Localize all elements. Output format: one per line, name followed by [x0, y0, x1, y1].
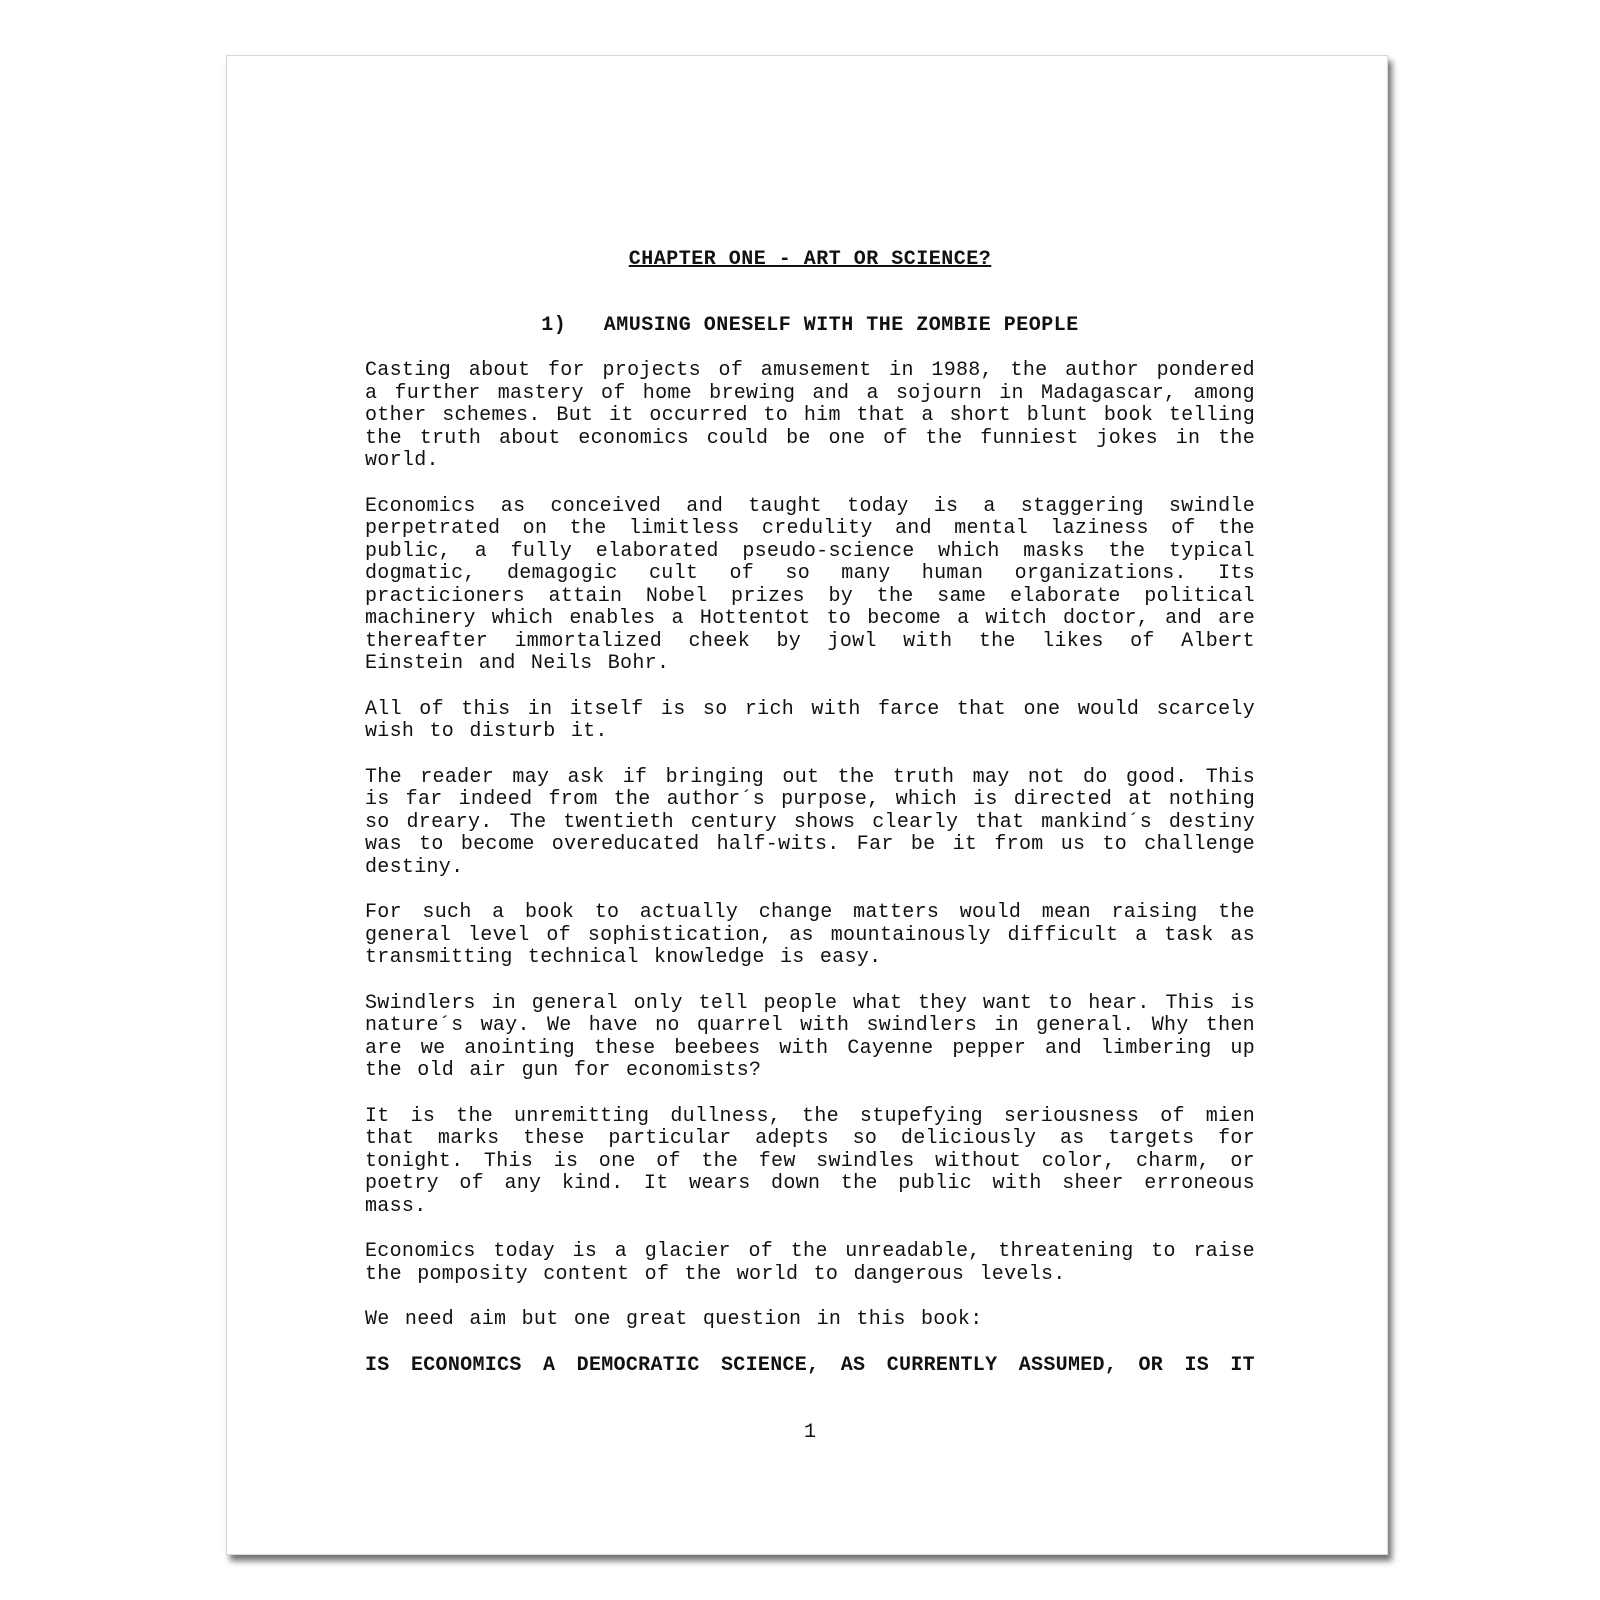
chapter-title: CHAPTER ONE - ART OR SCIENCE?: [628, 248, 992, 271]
paragraph: It is the unremitting dullness, the stupefying seriousness of mien that marks these particular adepts so deliciously as targets for tonight. This is one of the few swindles without color, charm, or poetry of any kind. It wears down the public with sheer erroneous mass.: [365, 1104, 1255, 1218]
paragraph: Economics as conceived and taught today is a staggering swindle perpetrated on the limitless credulity and mental laziness of the public, a fully elaborated pseudo-science which masks the typical dogmatic, demagogic cult of so many human organizations. Its practicioners attain Nobel prizes by the same elaborate political machinery which enables a Hottentot to become a witch doctor, and are thereafter immortalized cheek by jowl with the likes of Albert Einstein and Neils Bohr.: [365, 494, 1255, 675]
paragraph: Economics today is a glacier of the unreadable, threatening to raise the pomposity content of the world to dangerous levels.: [365, 1240, 1255, 1286]
page-number: 1: [803, 1421, 816, 1444]
paragraph: For such a book to actually change matters would mean raising the general level of sophistication, as mountainously difficult a task as transmitting technical knowledge is easy.: [365, 901, 1255, 969]
section-title: 1) AMUSING ONESELF WITH THE ZOMBIE PEOPLE: [541, 314, 1079, 337]
paragraph: Casting about for projects of amusement in 1988, the author pondered a further mastery of home brewing and a sojourn in Madagascar, among other schemes. But it occurred to him that a short blunt book telling the truth about economics could be one of the funniest jokes in the world.: [365, 359, 1255, 472]
paragraph: Swindlers in general only tell people what they want to hear. This is nature´s way. We have no quarrel with swindlers in general. Why then are we anointing these beebees with Cayenne pepper and limbering up the old air gun for economists?: [365, 991, 1255, 1082]
closing-question: IS ECONOMICS A DEMOCRATIC SCIENCE, AS CURRENTLY ASSUMED, OR IS IT: [365, 1353, 1255, 1377]
document-page: [226, 55, 1388, 1555]
paragraph: The reader may ask if bringing out the truth may not do good. This is far indeed from the author´s purpose, which is directed at nothing so dreary. The twentieth century shows clearly that mankind´s destiny was to become overeducated half-wits. Far be it from us to challenge destiny.: [365, 765, 1255, 879]
body-text: [365, 360, 1255, 1377]
paragraph: We need aim but one great question in this book:: [365, 1308, 983, 1331]
paragraph: All of this in itself is so rich with farce that one would scarcely wish to disturb it.: [365, 697, 1255, 743]
